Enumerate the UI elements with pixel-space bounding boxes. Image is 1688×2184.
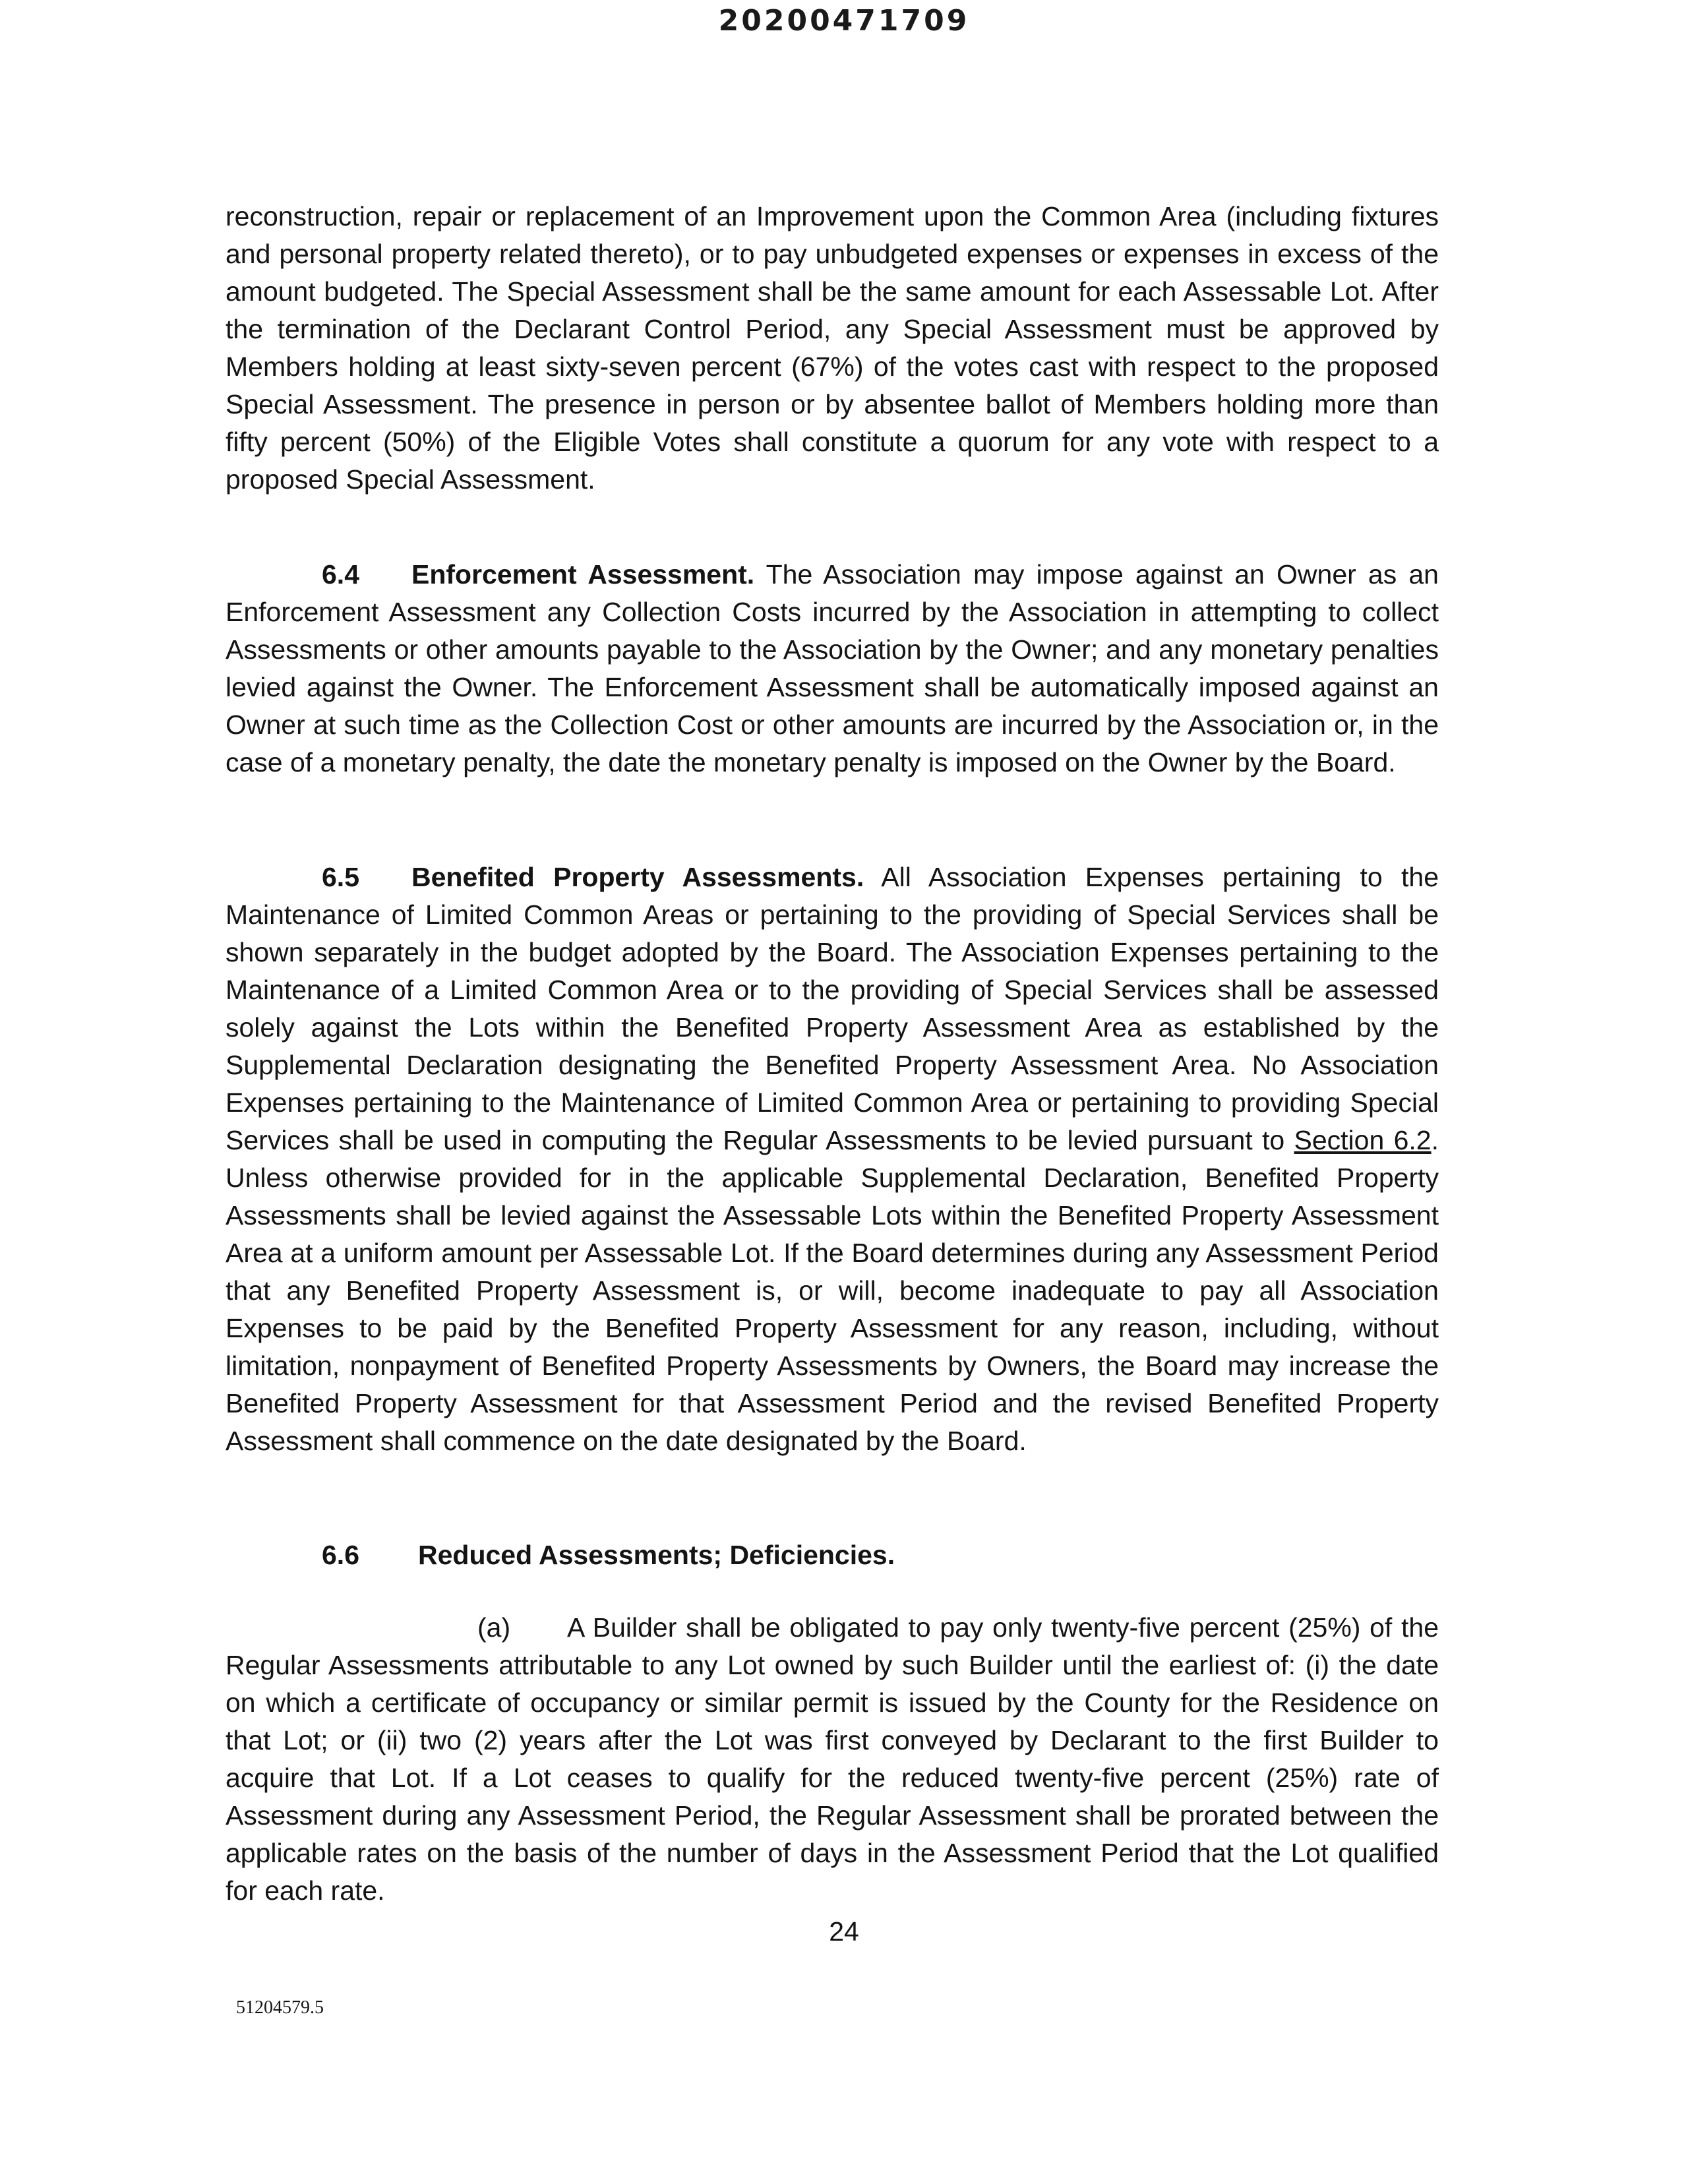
section-title: Reduced Assessments; Deficiencies.: [418, 1540, 895, 1570]
document-id: 51204579.5: [236, 1997, 324, 2018]
section-body-continued: . Unless otherwise provided for in the applicable Supplemental Declaration, Benefited Property Assessments shall be levied against the Assessable Lots within the Benefited Property Assessment Area at a uniform amount per Assessable Lot. If the Board determines during any Assessment Period that any Benefited Property Assessment is, or will, become inadequate to pay all Association Expenses to be paid by the Benefited Property Assessment for any reason, including, without limitation, nonpayment of Benefited Property Assessments by Owners, the Board may increase the Benefited Property Assessment for that Assessment Period and the revised Benefited Property Assessment shall commence on the date designated by the Board.: [226, 1125, 1439, 1456]
section-6-5: [226, 859, 1439, 1460]
section-6-4: [226, 556, 1439, 781]
section-reference-link: Section 6.2: [1294, 1125, 1432, 1155]
section-number: 6.6: [322, 1540, 359, 1570]
section-title: Benefited Property Assessments.: [411, 862, 864, 892]
section-number: 6.5: [322, 862, 359, 892]
section-body: All Association Expenses pertaining to the Maintenance of Limited Common Areas or pertaining to the providing of Special Services shall be shown separately in the budget adopted by the Board. The Association Expenses pertaining to the Maintenance of a Limited Common Area or to the providing of Special Services shall be assessed solely against the Lots within the Benefited Property Assessment Area as established by the Supplemental Declaration designating the Benefited Property Assessment Area. No Association Expenses pertaining to the Maintenance of Limited Common Area or pertaining to providing Special Services shall be used in computing the Regular Assessments to be levied pursuant to: [226, 862, 1439, 1155]
section-title: Enforcement Assessment.: [411, 559, 755, 590]
section-6-6-heading: [322, 1536, 895, 1574]
section-body: The Association may impose against an Owner as an Enforcement Assessment any Collection Costs incurred by the Association in attempting to collect Assessments or other amounts payable to the Association by the Owner; and any monetary penalties levied against the Owner. The Enforcement Assessment shall be automatically imposed against an Owner at such time as the Collection Cost or other amounts are incurred by the Association or, in the case of a monetary penalty, the date the monetary penalty is imposed on the Owner by the Board.: [226, 559, 1439, 777]
section-number: 6.4: [322, 559, 359, 590]
subsection-6-6-a: [226, 1609, 1439, 1910]
subsection-body: A Builder shall be obligated to pay only twenty-five percent (25%) of the Regular Assessments attributable to any Lot owned by such Builder until the earliest of: (i) the date on which a certificate of occupancy or similar permit is issued by the County for the Residence on that Lot; or (ii) two (2) years after the Lot was first conveyed by Declarant to the first Builder to acquire that Lot. If a Lot ceases to qualify for the reduced twenty-five percent (25%) rate of Assessment during any Assessment Period, the Regular Assessment shall be prorated between the applicable rates on the basis of the number of days in the Assessment Period that the Lot qualified for each rate.: [226, 1612, 1439, 1906]
subsection-label: (a): [477, 1612, 511, 1643]
page-number: 24: [829, 1916, 859, 1947]
recording-number: 20200471709: [718, 4, 970, 38]
paragraph-special-assessment-continued: reconstruction, repair or replacement of an Improvement upon the Common Area (including fixtures and personal property related thereto), or to pay unbudgeted expenses or expenses in excess of the amount budgeted. The Special Assessment shall be the same amount for each Assessable Lot. After the termination of the Declarant Control Period, any Special Assessment must be approved by Members holding at least sixty-seven percent (67%) of the votes cast with respect to the proposed Special Assessment. The presence in person or by absentee ballot of Members holding more than fifty percent (50%) of the Eligible Votes shall constitute a quorum for any vote with respect to a proposed Special Assessment.: [226, 201, 1439, 495]
